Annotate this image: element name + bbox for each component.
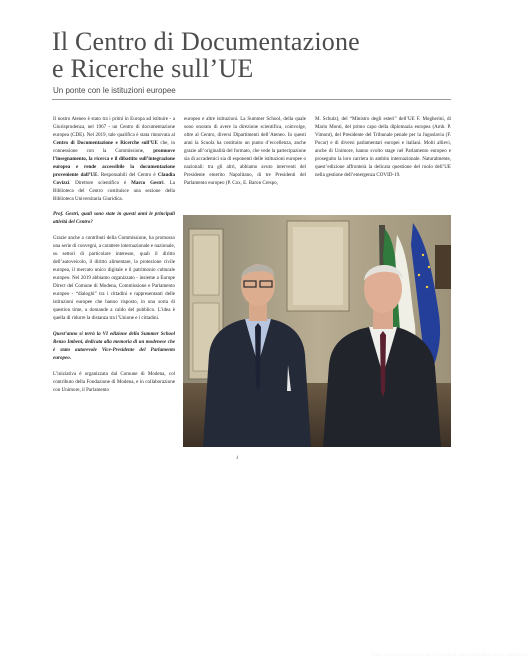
column-2-paragraph: europeo e altre istituzioni. La Summer School, della quale sono onorato di avere la direzione scientifica, coinvolge, oltre al Centro, diversi Dipartimenti dell’Ateneo. In questi anni la Scuola ha costituito un punto d’eccellenza, anche grazie all’originalità del formato, che vede la partecipazione sia di accademici sia di esponenti delle istituzioni europee o nazionali: tra gli altri, abbiamo avuto interventi del Presidente emerito Napolitano, di tre Presidenti del Parlamento europeo (P. Cox, E. Baron Crespo, <box>184 116 306 186</box>
intro-text-e: . Responsabili del Centro è <box>97 171 158 178</box>
page-subtitle: Un ponte con le istituzioni europee <box>53 86 176 95</box>
intro-text-c: che, in connessione con la Commissione, <box>53 139 175 154</box>
article-photo <box>183 215 527 657</box>
intro-text-g: . Direttore scientifico è <box>68 179 132 186</box>
intro-paragraph <box>53 116 175 203</box>
photo-illustration <box>183 215 451 447</box>
question-2: Quest’anno si terrà la VI edizione della Summer School Renzo Imbeni, dedicata alla memoria di un modenese che è stato autorevole Vice-Presidente del Parlamento europeo. <box>53 330 175 361</box>
title-line-1: Il Centro di Documentazione <box>52 27 360 56</box>
page-number: 4 <box>236 456 239 461</box>
answer-1: Grazie anche a contributi della Commissione, ha promosso una serie di convegni, a carattere internazionale e nazionale, su settori di particolare interesse, quali il diritto dell’autoveicolo, il diritto alimentare, la protezione civile europea, il mercato unico digitale e il patrimonio culturale europeo. Nel 2019 abbiamo organizzato - insieme a Europe Direct del Comune di Modena, Commissione e Parlamento europeo - “dialoghi” tra i cittadini e rappresentanti delle istituzioni europee che hanno risposto, in una sorta di question time, a domande a caldo del pubblico. L’idea è quella di ridurre la distanza tra l’Unione e i cittadini. <box>53 235 175 321</box>
header-divider <box>52 99 451 100</box>
article-column-2 <box>184 116 306 188</box>
article-column-3 <box>315 116 451 188</box>
intro-text-f: Claudia Covizzi <box>53 171 175 186</box>
intro-text-d: promuove l’insegnamento, la ricerca e il dibattito sull’integrazione europea e rende accessibile la documentazione proveniente dall’UE <box>53 147 175 178</box>
photo-caption: Il prof. Marco Gestri insieme all’ex Presidente della Repubblica Giorgio Napolitano <box>371 652 527 657</box>
answer-2: L’iniziativa è organizzata dal Comune di Modena, col contributo della Fondazione di Modena, e in collaborazione con Unimore, il Parlamento <box>53 370 175 393</box>
intro-text-h: Marco Gestri <box>131 179 164 186</box>
intro-text-i: . La Biblioteca del Centro costituisce una sezione della Biblioteca Universitaria Giuridica. <box>53 179 175 202</box>
intro-text-b: Centro di Documentazione e Ricerche sull’UE <box>53 139 158 146</box>
article-column-1 <box>53 116 175 456</box>
question-1: Prof. Gestri, quali sono state in questi anni le principali attività del Centro? <box>53 211 175 226</box>
title-line-2: e Ricerche sull’UE <box>52 54 254 83</box>
intro-text-a: Il nostro Ateneo è stato tra i primi in Europa ad istituire - a Giurisprudenza, nel 1967 - un Centro di documentazione europea (CDE). Nel 2019, tale qualifica è stata rinnovata al <box>53 116 175 138</box>
column-3-paragraph: M. Schulz), del “Ministro degli esteri” dell’UE F. Mogherini, di Mario Monti, del primo capo della diplomazia europea (Amb. P. Vimont), del Presidente del Tribunale penale per la Jugoslavia (F. Pocar) e di diversi parlamentari europei e italiani. Molti allievi, anche di Unimore, hanno svolto stage nel Parlamento europeo e proseguito la loro carriera in ambito internazionale. Naturalmente, quest’edizione affronterà la delicata questione del ruolo dell’UE nella gestione dell’emergenza COVID-19. <box>315 116 451 178</box>
page-title <box>52 28 452 82</box>
